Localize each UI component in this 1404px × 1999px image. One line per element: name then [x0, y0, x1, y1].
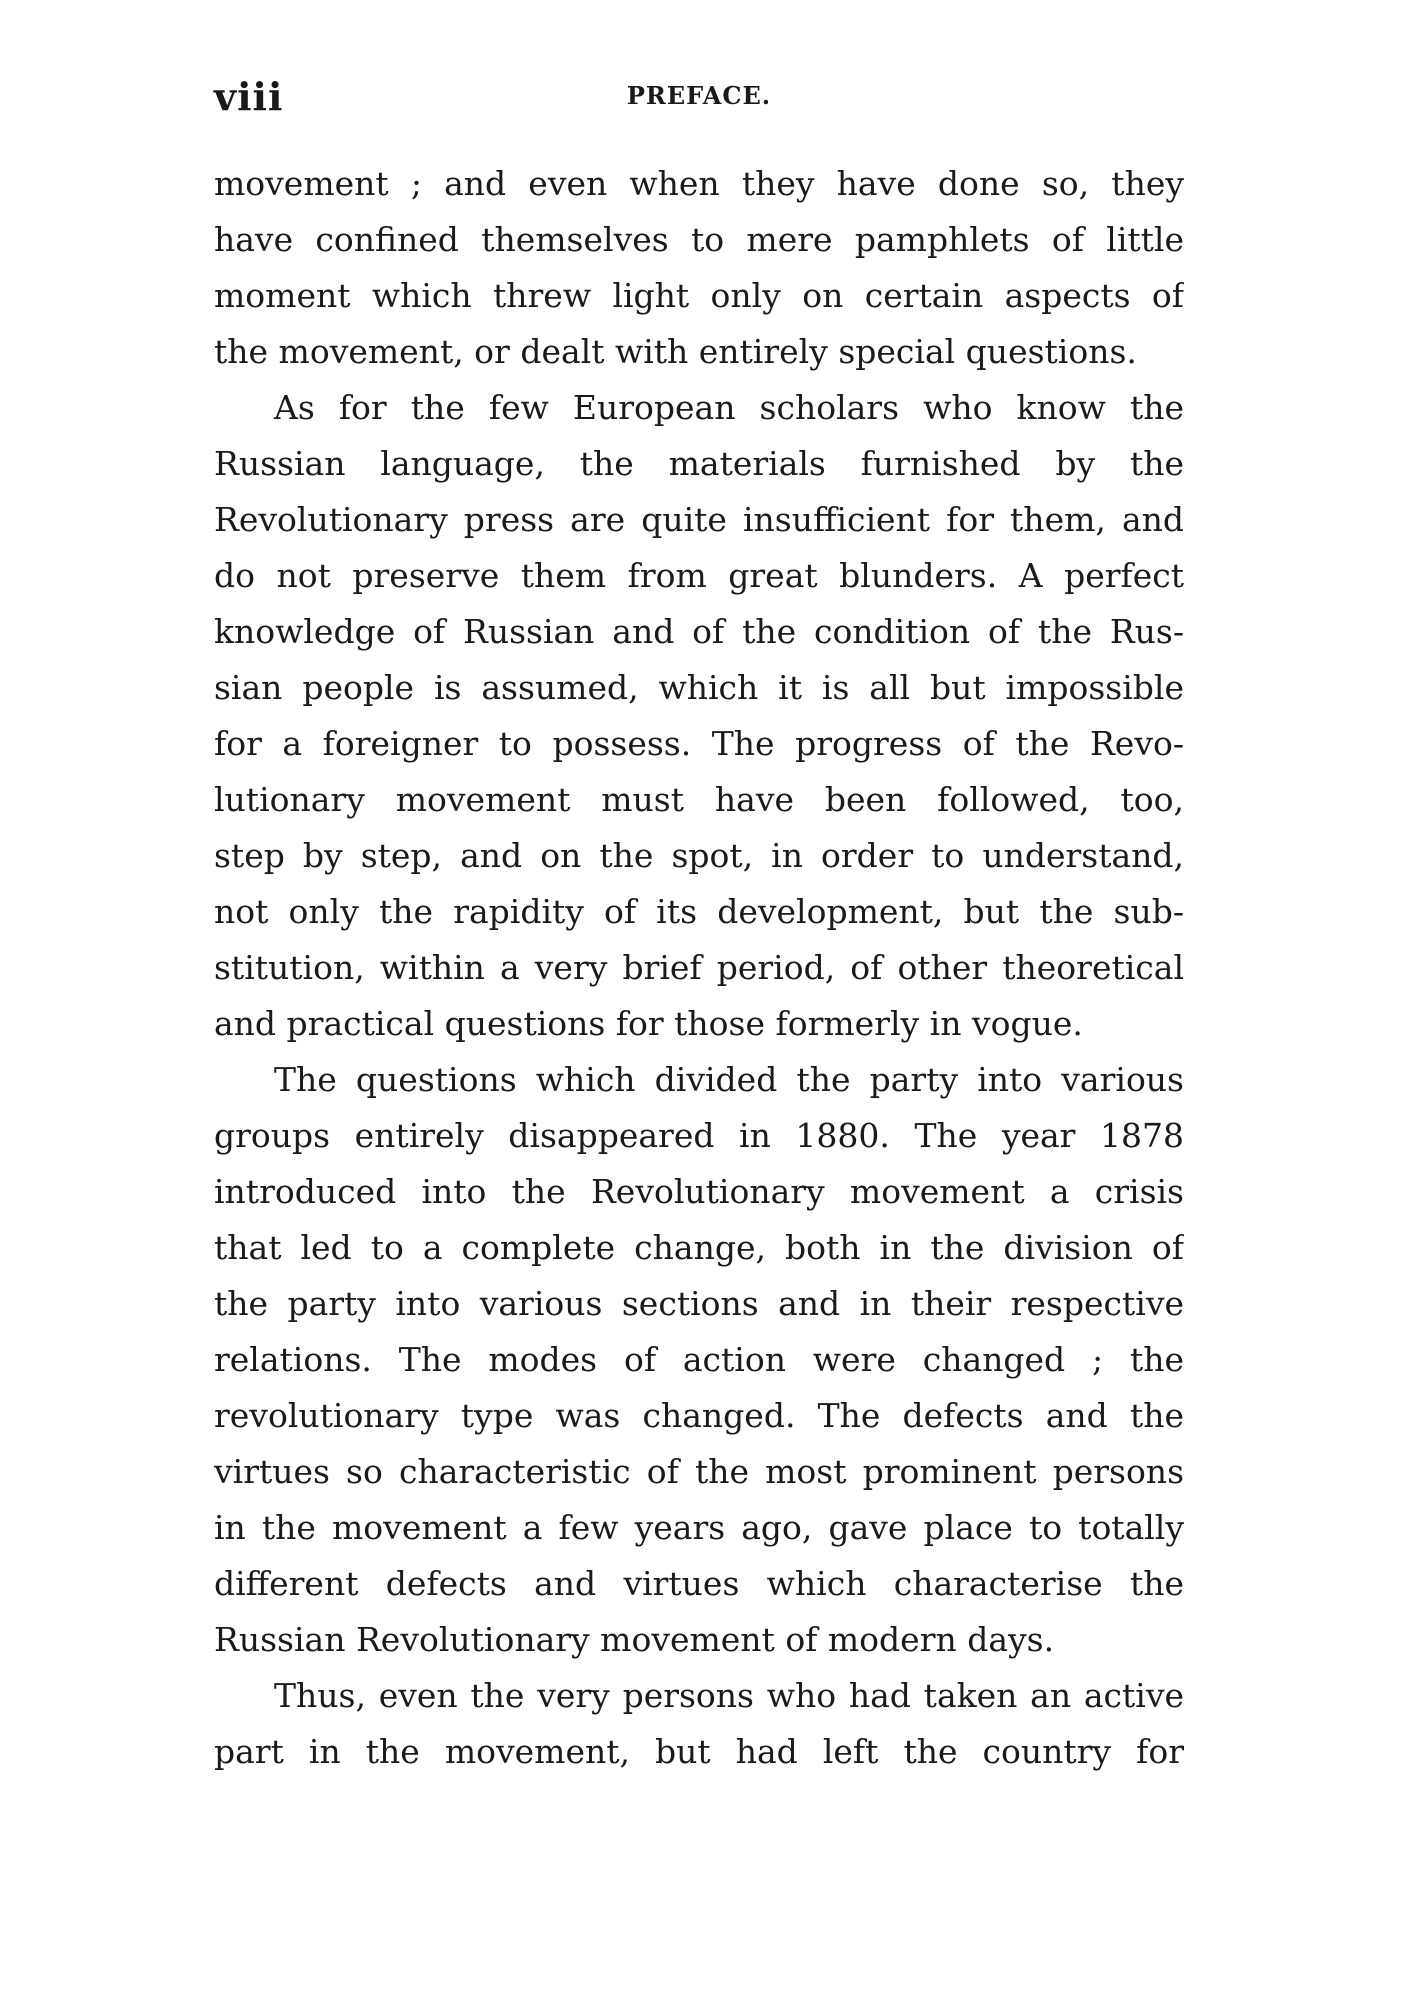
- text-line: have confined themselves to mere pamphlets of little: [214, 220, 1184, 259]
- text-line: moment which threw light only on certain aspects of: [214, 276, 1184, 315]
- text-line: Revolutionary press are quite insufficient for them, and: [214, 500, 1184, 539]
- text-line: lutionary movement must have been followed, too,: [214, 780, 1184, 819]
- text-line: do not preserve them from great blunders. A perfect: [214, 556, 1184, 595]
- page-number: viii: [214, 74, 284, 119]
- text-line: the party into various sections and in their respective: [214, 1284, 1184, 1323]
- running-head: [214, 72, 1184, 122]
- text-line: sian people is assumed, which it is all but impossible: [214, 668, 1184, 707]
- text-line: Russian language, the materials furnished by the: [214, 444, 1184, 483]
- text-line: relations. The modes of action were changed ; the: [214, 1340, 1184, 1379]
- text-line: introduced into the Revolutionary movement a crisis: [214, 1172, 1184, 1211]
- text-line: virtues so characteristic of the most prominent persons: [214, 1452, 1184, 1491]
- text-line: As for the few European scholars who know the: [274, 388, 1184, 427]
- running-title: PREFACE.: [626, 81, 772, 110]
- text-line: the movement, or dealt with entirely special questions.: [214, 332, 1137, 371]
- text-line: for a foreigner to possess. The progress of the Revo-: [214, 724, 1184, 763]
- text-line: not only the rapidity of its development, but the sub-: [214, 892, 1184, 931]
- text-line: and practical questions for those formerly in vogue.: [214, 1004, 1083, 1043]
- text-line: that led to a complete change, both in the division of: [214, 1228, 1184, 1267]
- text-line: stitution, within a very brief period, of other theoretical: [214, 948, 1184, 987]
- text-line: different defects and virtues which characterise the: [214, 1564, 1184, 1603]
- text-line: part in the movement, but had left the country for: [214, 1732, 1184, 1771]
- text-line: Thus, even the very persons who had taken an active: [274, 1676, 1184, 1715]
- text-line: step by step, and on the spot, in order to understand,: [214, 836, 1184, 875]
- text-line: groups entirely disappeared in 1880. The year 1878: [214, 1116, 1184, 1155]
- text-line: Russian Revolutionary movement of modern days.: [214, 1620, 1055, 1659]
- text-line: movement ; and even when they have done so, they: [214, 164, 1184, 203]
- text-line: The questions which divided the party into various: [274, 1060, 1184, 1099]
- body-text: [214, 156, 1184, 1780]
- text-line: in the movement a few years ago, gave place to totally: [214, 1508, 1184, 1547]
- text-line: revolutionary type was changed. The defects and the: [214, 1396, 1184, 1435]
- text-line: knowledge of Russian and of the condition of the Rus-: [214, 612, 1184, 651]
